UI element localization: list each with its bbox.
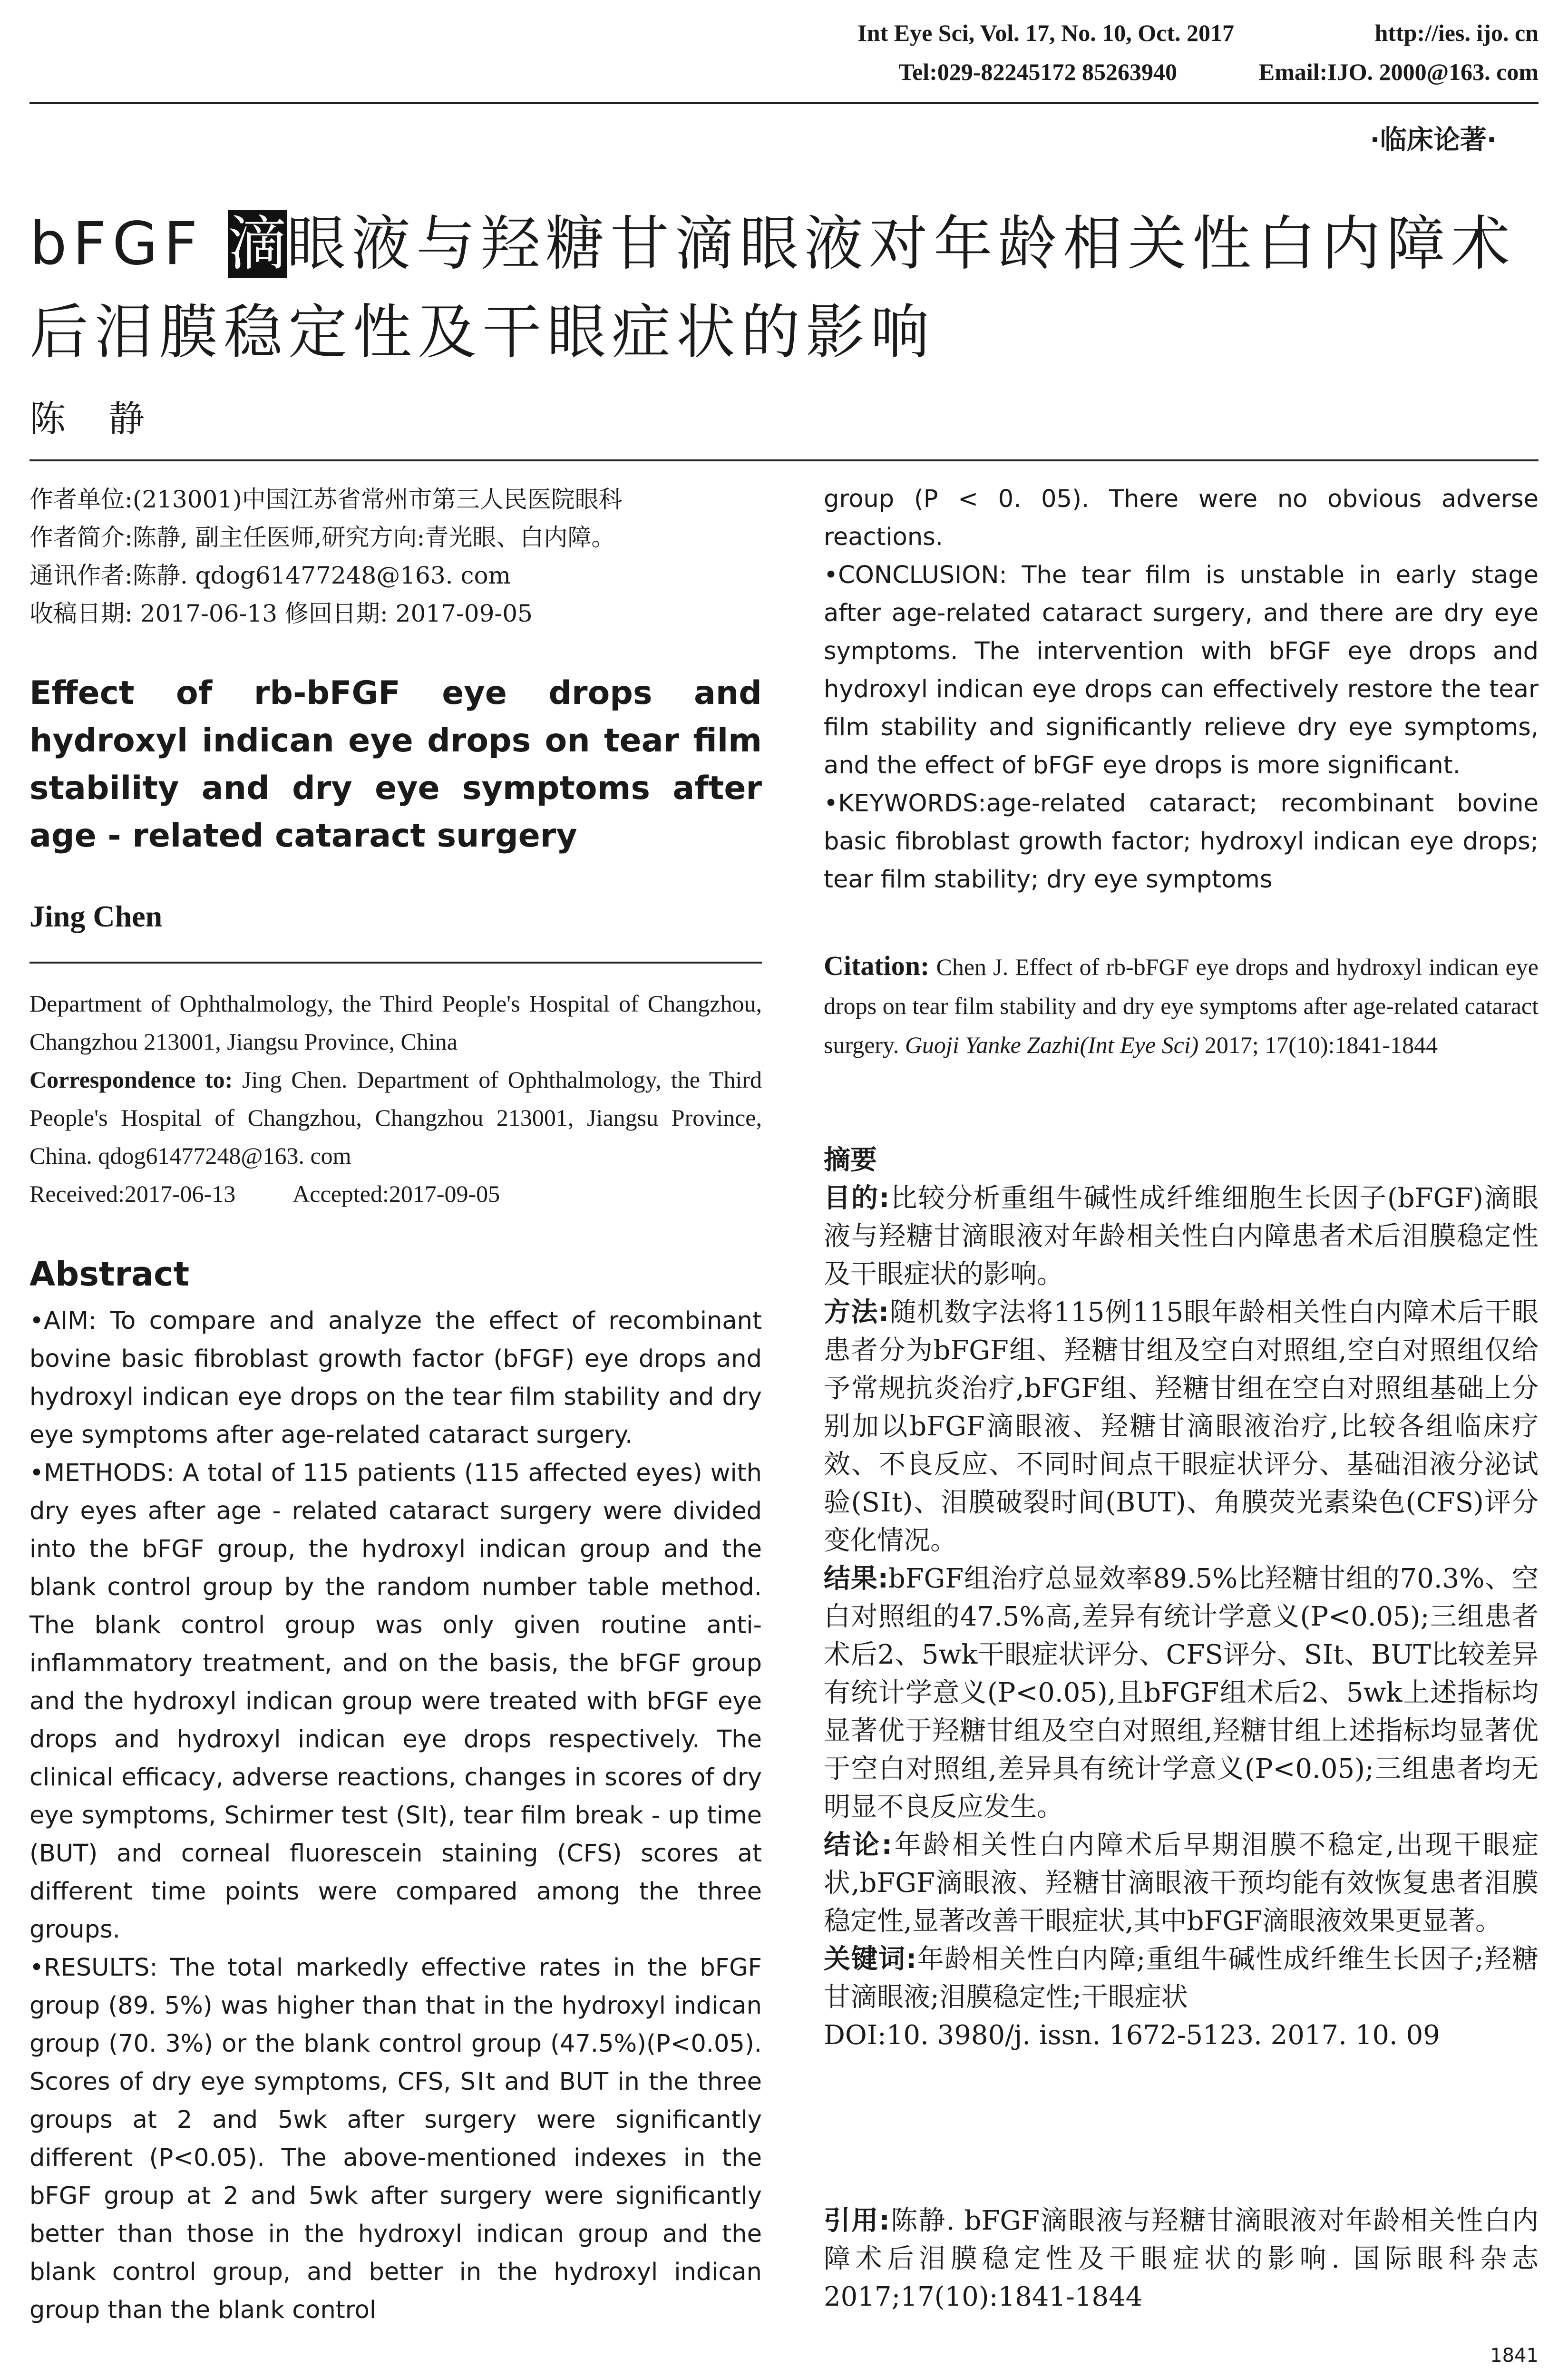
results-label: •RESULTS: [29, 1954, 158, 1982]
citation-label: Citation: [824, 950, 930, 981]
journal-url: http://ies. ijo. cn [1374, 19, 1539, 46]
abstract-cn-doi: DOI:10. 3980/j. issn. 1672-5123. 2017. 10. 09 [824, 2020, 1440, 2051]
keywords-label: •KEYWORDS: [824, 789, 986, 818]
meta-cn-affiliation: 作者单位:(213001)中国江苏省常州市第三人民医院眼科 [29, 486, 623, 513]
meta-cn-dates: 收稿日期: 2017-06-13 修回日期: 2017-09-05 [29, 600, 533, 627]
citation-cn-label: 引用: [824, 2205, 890, 2236]
abstract-keywords: •KEYWORDS:age-related cataract; recombinant bovine basic fibroblast growth factor; hydroxyl indican eye drops; tear film stability; dry eye symptoms [824, 789, 1539, 894]
journal-issue-line: Int Eye Sci, Vol. 17, No. 10, Oct. 2017 [857, 19, 1234, 46]
aim-label: •AIM: [29, 1307, 97, 1335]
abstract-cn-keywords: 关键词:年龄相关性白内障;重组牛碱性成纤维生长因子;羟糖甘滴眼液;泪膜稳定性;干眼症状 [824, 1944, 1539, 2013]
conclusion-label: •CONCLUSION: [824, 561, 1007, 589]
accepted-date: Accepted:2017-09-05 [292, 1180, 500, 1207]
abstract-results: •RESULTS: The total markedly effective rates in the bFGF group (89. 5%) was higher than that in the hydroxyl indican group (70. 3%) or the blank control group (47.5%)(P<0.05). Scores of dry eye symptoms, CFS, SⅠt and BUT in the three groups at 2 and 5wk after surgery were significantly different (P<0.05). The above-mentioned indexes in the bFGF group at 2 and 5wk after surgery were significantly better than those in the hydroxyl indican group and the blank control group, and better in the hydroxyl indican group than the blank control [29, 1954, 762, 2324]
abstract-cn [824, 1141, 1539, 2055]
abstract-cn-conclusion: 结论:年龄相关性白内障术后早期泪膜不稳定,出现干眼症状,bFGF滴眼液、羟糖甘滴眼液干预均能有效恢复患者泪膜稳定性,显著改善干眼症状,其中bFGF滴眼液效果更显著。 [824, 1830, 1539, 1937]
correspondence-label: Correspondence to: [29, 1066, 233, 1093]
author-rule [29, 962, 762, 964]
abstract-heading: Abstract [29, 1255, 190, 1294]
abstract-cn-methods: 方法:随机数字法将115例115眼年龄相关性白内障术后干眼患者分为bFGF组、羟糖甘组及空白对照组,空白对照组仅给予常规抗炎治疗,bFGF组、羟糖甘组在空白对照组基础上分别加以bFGF滴眼液、羟糖甘滴眼液治疗,比较各组临床疗效、不良反应、不同时间点干眼症状评分、基础泪液分泌试验(SⅠt)、泪膜破裂时间(BUT)、角膜荧光素染色(CFS)评分变化情况。 [824, 1297, 1539, 1556]
citation-journal: Guoji Yanke Zazhi(Int Eye Sci) [905, 1032, 1199, 1058]
title-cn [29, 200, 1542, 377]
section-label: ·临床论著· [1370, 125, 1497, 156]
journal-header [29, 19, 1539, 100]
title-en: Effect of rb-bFGF eye drops and hydroxyl indican eye drops on tear film stability and dry eye symptoms after age - related cataract surgery [29, 674, 762, 855]
affiliation-en: Department of Ophthalmology, the Third People's Hospital of Changzhou, Changzhou 213001, Jiangsu Province, China [29, 990, 762, 1055]
meta-cn-correspondence: 通讯作者:陈静. qdog61477248@163. com [29, 562, 511, 589]
methods-label: •METHODS: [29, 1459, 175, 1487]
abstract-left [29, 1302, 762, 2329]
abstract-cn-heading: 摘要 [824, 1145, 877, 1176]
abstract-conclusion: •CONCLUSION: The tear film is unstable in early stage after age-related cataract surgery, and there are dry eye symptoms. The intervention with bFGF eye drops and hydroxyl indican eye drops can effectively restore the tear film stability and significantly relieve dry eye symptoms, and the effect of bFGF eye drops is more significant. [824, 561, 1539, 779]
abstract-aim: •AIM: To compare and analyze the effect of recombinant bovine basic fibroblast growth factor (bFGF) eye drops and hydroxyl indican eye drops on the tear film stability and dry eye symptoms after age-related cataract surgery. [29, 1307, 762, 1449]
header-rule [29, 102, 1539, 104]
abstract-methods: •METHODS: A total of 115 patients (115 affected eyes) with dry eyes after age - related cataract surgery were divided into the bFGF group, the hydroxyl indican group and the blank control group by the random number table method. The blank control group was only given routine anti-inflammatory treatment, and on the basis, the bFGF group and the hydroxyl indican group were treated with bFGF eye drops and hydroxyl indican eye drops respectively. The clinical efficacy, adverse reactions, changes in scores of dry eye symptoms, Schirmer test (SⅠt), tear film break - up time (BUT) and corneal fluorescein staining (CFS) scores at different time points were compared among the three groups. [29, 1459, 762, 1944]
title-cn-prefix: bFGF [29, 210, 228, 278]
abstract-cn-results: 结果:bFGF组治疗总显效率89.5%比羟糖甘组的70.3%、空白对照组的47.5%高,差异有统计学意义(P<0.05);三组患者术后2、5wk干眼症状评分、CFS评分、SⅠt、BUT比较差异有统计学意义(P<0.05),且bFGF组术后2、5wk上述指标均显著优于羟糖甘组及空白对照组,羟糖甘组上述指标均显著优于空白对照组,差异具有统计学意义(P<0.05);三组患者均无明显不良反应发生。 [824, 1563, 1539, 1822]
abstract-results-cont: group (P < 0. 05). There were no obvious adverse reactions. [824, 485, 1539, 551]
affiliation-block [29, 984, 762, 1213]
author-cn: 陈静 [29, 398, 187, 440]
received-date: Received:2017-06-13 [29, 1180, 236, 1207]
dates-en [29, 1175, 762, 1213]
journal-email: Email:IJO. 2000@163. com [1258, 58, 1539, 85]
abstract-right [824, 480, 1539, 899]
author-en: Jing Chen [29, 899, 163, 933]
meta-cn-author-bio: 作者简介:陈静, 副主任医师,研究方向:青光眼、白内障。 [29, 524, 615, 551]
page-number: 1841 [1490, 2345, 1539, 2367]
correspondence-en [29, 1061, 762, 1175]
top-rule [29, 459, 1539, 461]
title-cn-highlight: 滴 [227, 210, 287, 278]
abstract-cn-aim: 目的:比较分析重组牛碱性成纤维细胞生长因子(bFGF)滴眼液与羟糖甘滴眼液对年龄相关性白内障患者术后泪膜稳定性及干眼症状的影响。 [824, 1183, 1539, 1290]
correspondence-text: Jing Chen. Department of Ophthalmology, the Third People's Hospital of Changzhou, Changzhou 213001, Jiangsu Province, China. qdog61477248@163. com [29, 1066, 762, 1169]
meta-cn [29, 480, 762, 633]
citation-en: Citation: Chen J. Effect of rb-bFGF eye drops and hydroxyl indican eye drops on tear film stability and dry eye symptoms after age-related cataract surgery. Guoji Yanke Zazhi(Int Eye Sci) 2017; 17(10):1841-1844 [824, 950, 1539, 1058]
citation-cn: 引用:陈静. bFGF滴眼液与羟糖甘滴眼液对年龄相关性白内障术后泪膜稳定性及干眼症状的影响. 国际眼科杂志 2017;17(10):1841-1844 [824, 2205, 1539, 2312]
title-cn-rest: 眼液与羟糖甘滴眼液对年龄相关性白内障术后泪膜稳定性及干眼症状的影响 [29, 210, 1516, 367]
journal-tel: Tel:029-82245172 85263940 [898, 58, 1177, 85]
